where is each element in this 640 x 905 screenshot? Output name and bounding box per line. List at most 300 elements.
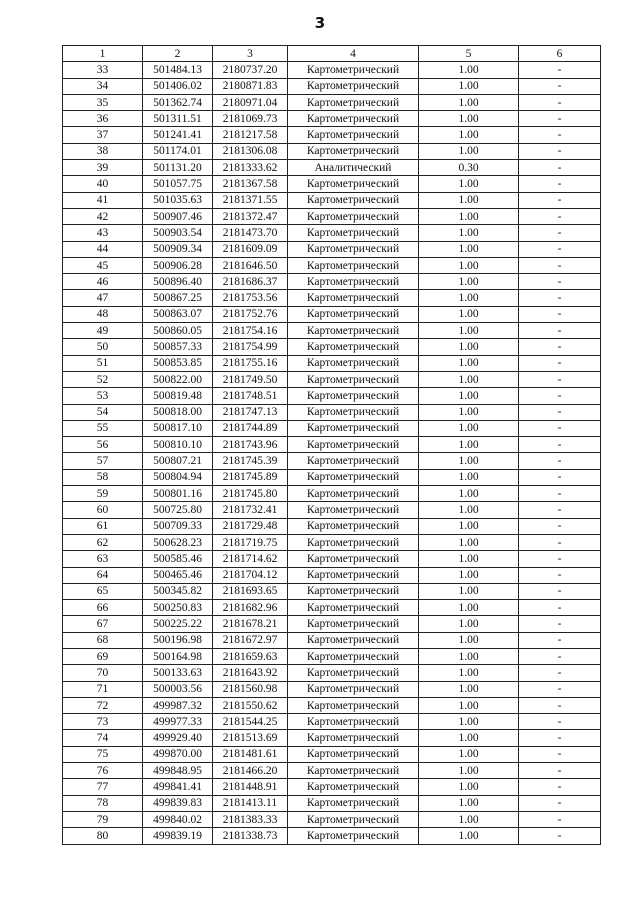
method-cell: Картометрический (288, 665, 419, 681)
accuracy-cell: 1.00 (419, 257, 519, 273)
y-coordinate-cell: 2181745.89 (213, 469, 288, 485)
y-coordinate-cell: 2181744.89 (213, 420, 288, 436)
accuracy-cell: 1.00 (419, 78, 519, 94)
point-number-cell: 55 (63, 420, 143, 436)
x-coordinate-cell: 500818.00 (143, 404, 213, 420)
x-coordinate-cell: 499977.33 (143, 714, 213, 730)
y-coordinate-cell: 2181748.51 (213, 388, 288, 404)
table-row (63, 404, 601, 420)
method-cell: Картометрический (288, 94, 419, 110)
table-row (63, 681, 601, 697)
table-row (63, 616, 601, 632)
x-coordinate-cell: 501484.13 (143, 62, 213, 78)
accuracy-cell: 1.00 (419, 518, 519, 534)
table-row (63, 257, 601, 273)
method-cell: Картометрический (288, 78, 419, 94)
point-number-cell: 77 (63, 779, 143, 795)
description-cell: - (519, 94, 601, 110)
description-cell: - (519, 176, 601, 192)
table-row (63, 208, 601, 224)
accuracy-cell: 1.00 (419, 94, 519, 110)
accuracy-cell: 1.00 (419, 323, 519, 339)
x-coordinate-cell: 500133.63 (143, 665, 213, 681)
column-header: 2 (143, 46, 213, 62)
point-number-cell: 61 (63, 518, 143, 534)
point-number-cell: 59 (63, 486, 143, 502)
x-coordinate-cell: 499848.95 (143, 763, 213, 779)
x-coordinate-cell: 501057.75 (143, 176, 213, 192)
accuracy-cell: 1.00 (419, 828, 519, 844)
accuracy-cell: 1.00 (419, 127, 519, 143)
table-row (63, 323, 601, 339)
table-row (63, 632, 601, 648)
table-row (63, 567, 601, 583)
point-number-cell: 36 (63, 111, 143, 127)
x-coordinate-cell: 501362.74 (143, 94, 213, 110)
accuracy-cell: 1.00 (419, 534, 519, 550)
method-cell: Картометрический (288, 371, 419, 387)
y-coordinate-cell: 2181745.80 (213, 486, 288, 502)
accuracy-cell: 1.00 (419, 469, 519, 485)
description-cell: - (519, 600, 601, 616)
y-coordinate-cell: 2181371.55 (213, 192, 288, 208)
accuracy-cell: 1.00 (419, 437, 519, 453)
point-number-cell: 70 (63, 665, 143, 681)
method-cell: Картометрический (288, 127, 419, 143)
x-coordinate-cell: 500896.40 (143, 274, 213, 290)
y-coordinate-cell: 2181367.58 (213, 176, 288, 192)
table-row (63, 274, 601, 290)
point-number-cell: 44 (63, 241, 143, 257)
table-row (63, 111, 601, 127)
x-coordinate-cell: 500819.48 (143, 388, 213, 404)
accuracy-cell: 1.00 (419, 616, 519, 632)
table-row (63, 420, 601, 436)
x-coordinate-cell: 499841.41 (143, 779, 213, 795)
column-header: 3 (213, 46, 288, 62)
x-coordinate-cell: 500164.98 (143, 648, 213, 664)
description-cell: - (519, 111, 601, 127)
point-number-cell: 69 (63, 648, 143, 664)
method-cell: Картометрический (288, 811, 419, 827)
accuracy-cell: 1.00 (419, 551, 519, 567)
method-cell: Картометрический (288, 486, 419, 502)
x-coordinate-cell: 500709.33 (143, 518, 213, 534)
point-number-cell: 72 (63, 697, 143, 713)
description-cell: - (519, 371, 601, 387)
method-cell: Картометрический (288, 453, 419, 469)
table-row (63, 486, 601, 502)
x-coordinate-cell: 500196.98 (143, 632, 213, 648)
point-number-cell: 40 (63, 176, 143, 192)
table-row (63, 437, 601, 453)
table-row (63, 225, 601, 241)
table-row (63, 828, 601, 844)
table-row (63, 648, 601, 664)
method-cell: Картометрический (288, 600, 419, 616)
description-cell: - (519, 616, 601, 632)
table-header-row (63, 46, 601, 62)
table-row (63, 192, 601, 208)
description-cell: - (519, 534, 601, 550)
point-number-cell: 50 (63, 339, 143, 355)
method-cell: Картометрический (288, 795, 419, 811)
y-coordinate-cell: 2181729.48 (213, 518, 288, 534)
description-cell: - (519, 648, 601, 664)
table-row (63, 176, 601, 192)
accuracy-cell: 1.00 (419, 453, 519, 469)
x-coordinate-cell: 500903.54 (143, 225, 213, 241)
method-cell: Картометрический (288, 502, 419, 518)
point-number-cell: 75 (63, 746, 143, 762)
table-row (63, 763, 601, 779)
y-coordinate-cell: 2181481.61 (213, 746, 288, 762)
x-coordinate-cell: 501174.01 (143, 143, 213, 159)
method-cell: Картометрический (288, 225, 419, 241)
table-row (63, 697, 601, 713)
accuracy-cell: 1.00 (419, 502, 519, 518)
y-coordinate-cell: 2181678.21 (213, 616, 288, 632)
accuracy-cell: 1.00 (419, 746, 519, 762)
point-number-cell: 54 (63, 404, 143, 420)
table-row (63, 730, 601, 746)
description-cell: - (519, 290, 601, 306)
point-number-cell: 51 (63, 355, 143, 371)
y-coordinate-cell: 2181544.25 (213, 714, 288, 730)
method-cell: Картометрический (288, 274, 419, 290)
page-number: 3 (314, 14, 326, 32)
table-row (63, 551, 601, 567)
description-cell: - (519, 486, 601, 502)
table-row (63, 469, 601, 485)
method-cell: Картометрический (288, 143, 419, 159)
accuracy-cell: 1.00 (419, 583, 519, 599)
y-coordinate-cell: 2181704.12 (213, 567, 288, 583)
description-cell: - (519, 388, 601, 404)
x-coordinate-cell: 500906.28 (143, 257, 213, 273)
x-coordinate-cell: 500225.22 (143, 616, 213, 632)
table-row (63, 534, 601, 550)
method-cell: Картометрический (288, 648, 419, 664)
accuracy-cell: 1.00 (419, 388, 519, 404)
description-cell: - (519, 632, 601, 648)
description-cell: - (519, 551, 601, 567)
method-cell: Картометрический (288, 323, 419, 339)
method-cell: Картометрический (288, 290, 419, 306)
description-cell: - (519, 665, 601, 681)
x-coordinate-cell: 500860.05 (143, 323, 213, 339)
description-cell: - (519, 697, 601, 713)
description-cell: - (519, 567, 601, 583)
description-cell: - (519, 127, 601, 143)
accuracy-cell: 1.00 (419, 648, 519, 664)
table-row (63, 306, 601, 322)
point-number-cell: 62 (63, 534, 143, 550)
accuracy-cell: 1.00 (419, 632, 519, 648)
method-cell: Картометрический (288, 567, 419, 583)
table-row (63, 714, 601, 730)
point-number-cell: 41 (63, 192, 143, 208)
y-coordinate-cell: 2181646.50 (213, 257, 288, 273)
y-coordinate-cell: 2181719.75 (213, 534, 288, 550)
x-coordinate-cell: 500250.83 (143, 600, 213, 616)
y-coordinate-cell: 2181755.16 (213, 355, 288, 371)
y-coordinate-cell: 2181383.33 (213, 811, 288, 827)
method-cell: Картометрический (288, 62, 419, 78)
description-cell: - (519, 257, 601, 273)
point-number-cell: 60 (63, 502, 143, 518)
method-cell: Картометрический (288, 257, 419, 273)
x-coordinate-cell: 499840.02 (143, 811, 213, 827)
description-cell: - (519, 355, 601, 371)
x-coordinate-cell: 499839.83 (143, 795, 213, 811)
description-cell: - (519, 339, 601, 355)
table-row (63, 143, 601, 159)
description-cell: - (519, 208, 601, 224)
y-coordinate-cell: 2181754.16 (213, 323, 288, 339)
table-row (63, 746, 601, 762)
accuracy-cell: 1.00 (419, 176, 519, 192)
method-cell: Картометрический (288, 192, 419, 208)
description-cell: - (519, 746, 601, 762)
method-cell: Картометрический (288, 730, 419, 746)
point-number-cell: 73 (63, 714, 143, 730)
accuracy-cell: 1.00 (419, 486, 519, 502)
description-cell: - (519, 469, 601, 485)
description-cell: - (519, 779, 601, 795)
y-coordinate-cell: 2181686.37 (213, 274, 288, 290)
method-cell: Картометрический (288, 746, 419, 762)
point-number-cell: 48 (63, 306, 143, 322)
table-row (63, 339, 601, 355)
y-coordinate-cell: 2181672.97 (213, 632, 288, 648)
method-cell: Картометрический (288, 518, 419, 534)
description-cell: - (519, 274, 601, 290)
table-row (63, 388, 601, 404)
method-cell: Картометрический (288, 339, 419, 355)
table-body (63, 62, 601, 844)
method-cell: Картометрический (288, 632, 419, 648)
y-coordinate-cell: 2181745.39 (213, 453, 288, 469)
method-cell: Картометрический (288, 616, 419, 632)
x-coordinate-cell: 500810.10 (143, 437, 213, 453)
x-coordinate-cell: 500465.46 (143, 567, 213, 583)
y-coordinate-cell: 2181069.73 (213, 111, 288, 127)
table-row (63, 502, 601, 518)
point-number-cell: 47 (63, 290, 143, 306)
accuracy-cell: 1.00 (419, 339, 519, 355)
method-cell: Картометрический (288, 404, 419, 420)
description-cell: - (519, 518, 601, 534)
method-cell: Картометрический (288, 437, 419, 453)
accuracy-cell: 1.00 (419, 208, 519, 224)
accuracy-cell: 1.00 (419, 290, 519, 306)
accuracy-cell: 1.00 (419, 371, 519, 387)
accuracy-cell: 1.00 (419, 681, 519, 697)
y-coordinate-cell: 2181753.56 (213, 290, 288, 306)
x-coordinate-cell: 500003.56 (143, 681, 213, 697)
point-number-cell: 53 (63, 388, 143, 404)
method-cell: Картометрический (288, 111, 419, 127)
x-coordinate-cell: 499839.19 (143, 828, 213, 844)
x-coordinate-cell: 499929.40 (143, 730, 213, 746)
y-coordinate-cell: 2181306.08 (213, 143, 288, 159)
point-number-cell: 42 (63, 208, 143, 224)
point-number-cell: 65 (63, 583, 143, 599)
accuracy-cell: 1.00 (419, 62, 519, 78)
point-number-cell: 80 (63, 828, 143, 844)
column-header: 6 (519, 46, 601, 62)
description-cell: - (519, 714, 601, 730)
accuracy-cell: 1.00 (419, 763, 519, 779)
accuracy-cell: 1.00 (419, 420, 519, 436)
description-cell: - (519, 241, 601, 257)
method-cell: Картометрический (288, 551, 419, 567)
description-cell: - (519, 143, 601, 159)
accuracy-cell: 1.00 (419, 795, 519, 811)
description-cell: - (519, 811, 601, 827)
accuracy-cell: 1.00 (419, 697, 519, 713)
y-coordinate-cell: 2181749.50 (213, 371, 288, 387)
y-coordinate-cell: 2181714.62 (213, 551, 288, 567)
description-cell: - (519, 420, 601, 436)
method-cell: Картометрический (288, 420, 419, 436)
table-row (63, 371, 601, 387)
point-number-cell: 34 (63, 78, 143, 94)
description-cell: - (519, 192, 601, 208)
x-coordinate-cell: 501241.41 (143, 127, 213, 143)
accuracy-cell: 1.00 (419, 274, 519, 290)
x-coordinate-cell: 500907.46 (143, 208, 213, 224)
x-coordinate-cell: 500822.00 (143, 371, 213, 387)
y-coordinate-cell: 2181372.47 (213, 208, 288, 224)
y-coordinate-cell: 2181659.63 (213, 648, 288, 664)
y-coordinate-cell: 2181752.76 (213, 306, 288, 322)
y-coordinate-cell: 2181413.11 (213, 795, 288, 811)
column-header: 4 (288, 46, 419, 62)
method-cell: Картометрический (288, 355, 419, 371)
table-row (63, 665, 601, 681)
point-number-cell: 68 (63, 632, 143, 648)
point-number-cell: 79 (63, 811, 143, 827)
y-coordinate-cell: 2181693.65 (213, 583, 288, 599)
accuracy-cell: 1.00 (419, 192, 519, 208)
x-coordinate-cell: 500817.10 (143, 420, 213, 436)
description-cell: - (519, 828, 601, 844)
x-coordinate-cell: 500853.85 (143, 355, 213, 371)
accuracy-cell: 1.00 (419, 714, 519, 730)
point-number-cell: 71 (63, 681, 143, 697)
description-cell: - (519, 681, 601, 697)
point-number-cell: 52 (63, 371, 143, 387)
x-coordinate-cell: 500585.46 (143, 551, 213, 567)
accuracy-cell: 1.00 (419, 355, 519, 371)
y-coordinate-cell: 2181338.73 (213, 828, 288, 844)
point-number-cell: 63 (63, 551, 143, 567)
x-coordinate-cell: 501311.51 (143, 111, 213, 127)
accuracy-cell: 1.00 (419, 111, 519, 127)
table-row (63, 779, 601, 795)
table-row (63, 94, 601, 110)
method-cell: Картометрический (288, 714, 419, 730)
y-coordinate-cell: 2181747.13 (213, 404, 288, 420)
point-number-cell: 49 (63, 323, 143, 339)
accuracy-cell: 1.00 (419, 241, 519, 257)
x-coordinate-cell: 500863.07 (143, 306, 213, 322)
accuracy-cell: 1.00 (419, 225, 519, 241)
x-coordinate-cell: 500857.33 (143, 339, 213, 355)
point-number-cell: 33 (63, 62, 143, 78)
method-cell: Картометрический (288, 779, 419, 795)
description-cell: - (519, 160, 601, 176)
table-row (63, 290, 601, 306)
description-cell: - (519, 730, 601, 746)
x-coordinate-cell: 501406.02 (143, 78, 213, 94)
table-row (63, 160, 601, 176)
method-cell: Картометрический (288, 306, 419, 322)
accuracy-cell: 1.00 (419, 600, 519, 616)
column-header: 5 (419, 46, 519, 62)
y-coordinate-cell: 2181513.69 (213, 730, 288, 746)
description-cell: - (519, 78, 601, 94)
point-number-cell: 78 (63, 795, 143, 811)
description-cell: - (519, 323, 601, 339)
accuracy-cell: 1.00 (419, 306, 519, 322)
method-cell: Картометрический (288, 241, 419, 257)
column-header: 1 (63, 46, 143, 62)
point-number-cell: 46 (63, 274, 143, 290)
description-cell: - (519, 404, 601, 420)
y-coordinate-cell: 2181448.91 (213, 779, 288, 795)
method-cell: Картометрический (288, 583, 419, 599)
y-coordinate-cell: 2181732.41 (213, 502, 288, 518)
x-coordinate-cell: 500345.82 (143, 583, 213, 599)
x-coordinate-cell: 500801.16 (143, 486, 213, 502)
x-coordinate-cell: 499987.32 (143, 697, 213, 713)
method-cell: Картометрический (288, 763, 419, 779)
method-cell: Картометрический (288, 176, 419, 192)
description-cell: - (519, 306, 601, 322)
description-cell: - (519, 225, 601, 241)
point-number-cell: 74 (63, 730, 143, 746)
y-coordinate-cell: 2181333.62 (213, 160, 288, 176)
x-coordinate-cell: 500804.94 (143, 469, 213, 485)
table-row (63, 78, 601, 94)
method-cell: Картометрический (288, 469, 419, 485)
description-cell: - (519, 453, 601, 469)
point-number-cell: 37 (63, 127, 143, 143)
x-coordinate-cell: 500628.23 (143, 534, 213, 550)
y-coordinate-cell: 2180737.20 (213, 62, 288, 78)
description-cell: - (519, 795, 601, 811)
accuracy-cell: 1.00 (419, 143, 519, 159)
accuracy-cell: 0.30 (419, 160, 519, 176)
method-cell: Картометрический (288, 208, 419, 224)
point-number-cell: 67 (63, 616, 143, 632)
point-number-cell: 58 (63, 469, 143, 485)
x-coordinate-cell: 500909.34 (143, 241, 213, 257)
y-coordinate-cell: 2181743.96 (213, 437, 288, 453)
point-number-cell: 38 (63, 143, 143, 159)
table-row (63, 355, 601, 371)
table-row (63, 518, 601, 534)
y-coordinate-cell: 2181643.92 (213, 665, 288, 681)
y-coordinate-cell: 2181217.58 (213, 127, 288, 143)
table-row (63, 453, 601, 469)
method-cell: Картометрический (288, 534, 419, 550)
method-cell: Аналитический (288, 160, 419, 176)
point-number-cell: 76 (63, 763, 143, 779)
